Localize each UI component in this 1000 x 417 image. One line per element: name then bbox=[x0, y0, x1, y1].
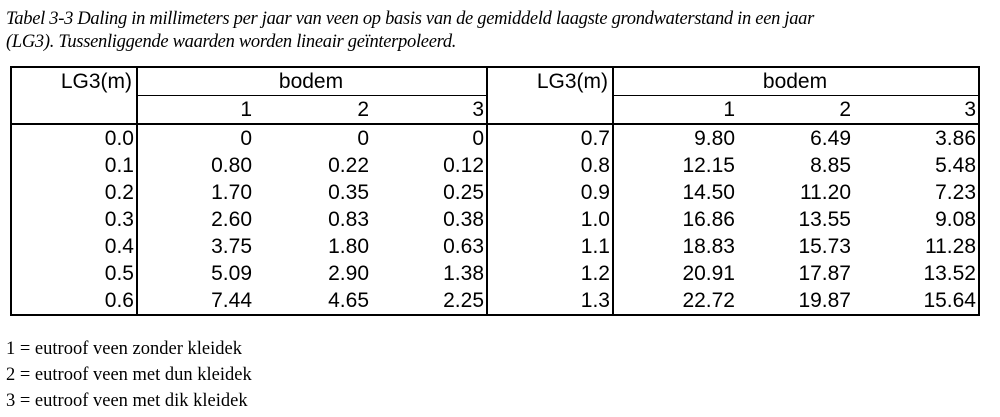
bodem-sub-3-right: 3 bbox=[853, 96, 979, 125]
value-cell-left-3: 1.38 bbox=[443, 262, 484, 285]
lg3-cell-left: 0.1 bbox=[11, 152, 137, 179]
value-cell-right-3: 13.52 bbox=[853, 260, 979, 287]
value-cell-left-1: 0.80 bbox=[211, 154, 252, 177]
value-cell-left-1: 1.70 bbox=[211, 181, 252, 204]
legend-item-2: 2 = eutroof veen met dun kleidek bbox=[6, 365, 252, 385]
value-cell-right-1: 18.83 bbox=[682, 235, 735, 258]
value-cell-left-2: 0.35 bbox=[328, 181, 369, 204]
table-row bbox=[11, 179, 979, 206]
header-row-1 bbox=[11, 67, 979, 96]
table-row bbox=[11, 206, 979, 233]
value-cell-right-3: 7.23 bbox=[853, 179, 979, 206]
legend bbox=[6, 336, 252, 414]
lg3-cell-left: 0.5 bbox=[11, 260, 137, 287]
value-cell-right-3: 9.08 bbox=[853, 206, 979, 233]
bodem-sub-1-right: 1 bbox=[613, 96, 737, 125]
value-cell-left-3: 0.12 bbox=[443, 154, 484, 177]
value-cell-right-2: 13.55 bbox=[798, 208, 851, 231]
value-cell-right-1: 14.50 bbox=[682, 181, 735, 204]
value-cell-right-2: 19.87 bbox=[737, 287, 853, 315]
value-cell-left-1: 2.60 bbox=[211, 208, 252, 231]
lg3-cell-right: 1.2 bbox=[487, 260, 613, 287]
value-cell-left-3: 2.25 bbox=[371, 287, 487, 315]
table-row bbox=[11, 260, 979, 287]
value-cell-left-2: 2.90 bbox=[328, 262, 369, 285]
value-cell-left-2: 0 bbox=[357, 127, 369, 150]
lg3-cell-left: 0.6 bbox=[11, 287, 137, 315]
value-cell-right-3: 3.86 bbox=[853, 124, 979, 152]
lg3-cell-left: 0.2 bbox=[11, 179, 137, 206]
bodem-sub-3-left: 3 bbox=[371, 96, 487, 125]
bodem-sub-1-left: 1 bbox=[137, 96, 254, 125]
value-cell-left-1: 7.44 bbox=[137, 287, 254, 315]
value-cell-right-2: 15.73 bbox=[798, 235, 851, 258]
value-cell-left-2: 1.80 bbox=[328, 235, 369, 258]
lg3-cell-right: 0.8 bbox=[487, 152, 613, 179]
value-cell-right-2: 6.49 bbox=[810, 127, 851, 150]
value-cell-left-1: 0 bbox=[240, 127, 252, 150]
value-cell-left-1: 3.75 bbox=[211, 235, 252, 258]
value-cell-right-1: 16.86 bbox=[682, 208, 735, 231]
lg3-header-left-blank bbox=[11, 96, 137, 125]
lg3-cell-left: 0.4 bbox=[11, 233, 137, 260]
value-cell-left-3: 0.63 bbox=[443, 235, 484, 258]
caption-line-1: Tabel 3-3 Daling in millimeters per jaar van veen op basis van de gemiddeld laagste grondwaterstand in een jaar bbox=[6, 9, 815, 29]
value-cell-right-2: 8.85 bbox=[810, 154, 851, 177]
value-cell-right-2: 17.87 bbox=[798, 262, 851, 285]
lg3-cell-left: 0.3 bbox=[11, 206, 137, 233]
lg3-cell-left: 0.0 bbox=[11, 124, 137, 152]
value-cell-left-2: 0.22 bbox=[328, 154, 369, 177]
table-row bbox=[11, 233, 979, 260]
value-cell-left-3: 0.25 bbox=[443, 181, 484, 204]
lg3-header-right: LG3(m) bbox=[487, 67, 613, 96]
legend-item-1: 1 = eutroof veen zonder kleidek bbox=[6, 339, 242, 359]
value-cell-left-3: 0.38 bbox=[443, 208, 484, 231]
table-row bbox=[11, 152, 979, 179]
bodem-header-left: bodem bbox=[137, 67, 487, 96]
bodem-sub-2-right: 2 bbox=[737, 96, 853, 125]
table-row bbox=[11, 287, 979, 315]
value-cell-left-2: 0.83 bbox=[328, 208, 369, 231]
value-cell-right-2: 11.20 bbox=[800, 181, 851, 204]
legend-item-3: 3 = eutroof veen met dik kleidek bbox=[6, 391, 248, 411]
lg3-cell-right: 0.9 bbox=[487, 179, 613, 206]
table-caption bbox=[6, 8, 996, 54]
value-cell-right-1: 22.72 bbox=[613, 287, 737, 315]
value-cell-right-1: 12.15 bbox=[682, 154, 735, 177]
value-cell-right-3: 15.64 bbox=[853, 287, 979, 315]
lg3-cell-right: 0.7 bbox=[487, 124, 613, 152]
lg3-header-right-blank bbox=[487, 96, 613, 125]
table-body bbox=[11, 124, 979, 315]
value-cell-right-1: 20.91 bbox=[682, 262, 735, 285]
header-row-2 bbox=[11, 96, 979, 125]
lg3-cell-right: 1.1 bbox=[487, 233, 613, 260]
lg3-cell-right: 1.3 bbox=[487, 287, 613, 315]
lg3-cell-right: 1.0 bbox=[487, 206, 613, 233]
value-cell-left-2: 4.65 bbox=[254, 287, 371, 315]
caption-line-2: (LG3). Tussenliggende waarden worden lineair geïnterpoleerd. bbox=[6, 32, 457, 52]
value-cell-right-3: 5.48 bbox=[853, 152, 979, 179]
value-cell-right-3: 11.28 bbox=[853, 233, 979, 260]
table-row bbox=[11, 124, 979, 152]
value-cell-left-1: 5.09 bbox=[211, 262, 252, 285]
bodem-sub-2-left: 2 bbox=[254, 96, 371, 125]
subsidence-table bbox=[10, 66, 980, 316]
bodem-header-right: bodem bbox=[613, 67, 979, 96]
value-cell-left-3: 0 bbox=[472, 127, 484, 150]
value-cell-right-1: 9.80 bbox=[694, 127, 735, 150]
lg3-header-left: LG3(m) bbox=[11, 67, 137, 96]
